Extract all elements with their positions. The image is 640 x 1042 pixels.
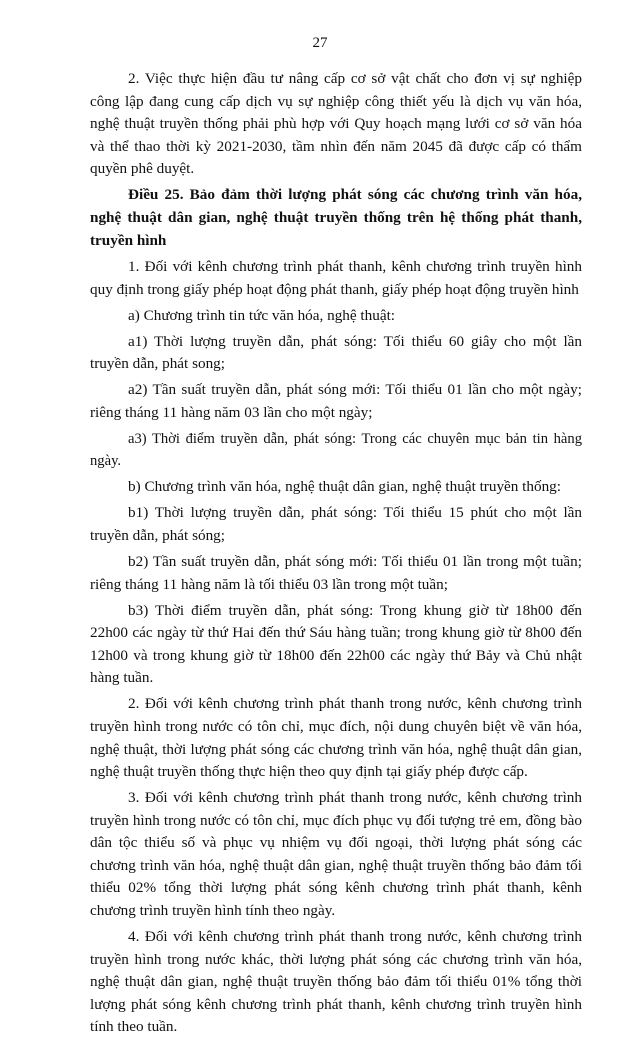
paragraph-point-a1: a1) Thời lượng truyền dẫn, phát sóng: Tối thiểu 60 giây cho một lần truyền dẫn, phát song; [90, 332, 582, 373]
paragraph-point-a3: a3) Thời điểm truyền dẫn, phát sóng: Trong các chuyên mục bản tin hàng ngày. [90, 430, 582, 470]
paragraph-clause-2-domestic: 2. Đối với kênh chương trình phát thanh trong nước, kênh chương trình truyền hình trong nước có tôn chỉ, mục đích, nội dung chuyên biệt về văn hóa, nghệ thuật, thời lượng phát sóng các chương trình văn hóa, nghệ thuật dân gian, nghệ thuật truyền thống thực hiện theo quy định tại giấy phép được cấp. [90, 695, 582, 781]
paragraph-point-a: a) Chương trình tin tức văn hóa, nghệ thuật: [128, 306, 396, 324]
paragraph-point-b: b) Chương trình văn hóa, nghệ thuật dân gian, nghệ thuật truyền thống: [128, 478, 561, 496]
paragraph-clause-2: 2. Việc thực hiện đầu tư nâng cấp cơ sở vật chất cho đơn vị sự nghiệp công lập đang cung cấp dịch vụ sự nghiệp công thiết yếu là dịch vụ văn hóa, nghệ thuật truyền thống phải phù hợp với Quy hoạch mạng lưới cơ sở văn hóa và thể thao thời kỳ 2021-2030, tầm nhìn đến năm 2045 đã được cấp có thẩm quyền phê duyệt. [90, 70, 582, 178]
paragraph-clause-3: 3. Đối với kênh chương trình phát thanh trong nước, kênh chương trình truyền hình trong nước có tôn chỉ, mục đích phục vụ đối tượng trẻ em, đồng bào dân tộc thiểu số và phục vụ nhiệm vụ đối ngoại, thời lượng phát sóng các chương trình văn hóa, nghệ thuật dân gian, nghệ thuật truyền thống bảo đảm tối thiểu 02% tổng thời lượng phát sóng kênh chương trình phát thanh, kênh chương trình truyền hình tính theo ngày. [90, 789, 582, 920]
page-number: 27 [312, 35, 328, 51]
paragraph-clause-1: 1. Đối với kênh chương trình phát thanh, kênh chương trình truyền hình quy định trong giấy phép hoạt động phát thanh, giấy phép hoạt động truyền hình [90, 258, 582, 298]
paragraph-point-b1: b1) Thời lượng truyền dẫn, phát sóng: Tối thiểu 15 phút cho một lần truyền dẫn, phát sóng; [90, 504, 582, 545]
paragraph-clause-4: 4. Đối với kênh chương trình phát thanh trong nước, kênh chương trình truyền hình trong nước khác, thời lượng phát sóng các chương trình văn hóa, nghệ thuật dân gian, nghệ thuật truyền thống bảo đảm tối thiểu 01% tổng thời lượng phát sóng kênh chương trình phát thanh, kênh chương trình truyền hình tính theo tuần. [90, 928, 582, 1036]
article-25-heading: Điều 25. Bảo đảm thời lượng phát sóng các chương trình văn hóa, nghệ thuật dân gian, nghệ thuật truyền thống trên hệ thống phát thanh, truyền hình [90, 186, 582, 249]
paragraph-point-b3: b3) Thời điểm truyền dẫn, phát sóng: Trong khung giờ từ 18h00 đến 22h00 các ngày từ thứ Hai đến thứ Sáu hàng tuần; trong khung giờ từ 8h00 đến 12h00 và trong khung giờ từ 18h00 đến 22h00 các ngày thứ Bảy và Chủ nhật hàng tuần. [90, 601, 582, 687]
document-body [90, 68, 582, 1042]
paragraph-point-b2: b2) Tần suất truyền dẫn, phát sóng mới: Tối thiểu 01 lần trong một tuần; riêng tháng 11 hàng năm là tối thiểu 03 lần trong một tuần; [90, 553, 582, 593]
paragraph-point-a2: a2) Tần suất truyền dẫn, phát sóng mới: Tối thiểu 01 lần cho một ngày; riêng tháng 11 hàng năm 03 lần cho một ngày; [90, 381, 582, 421]
